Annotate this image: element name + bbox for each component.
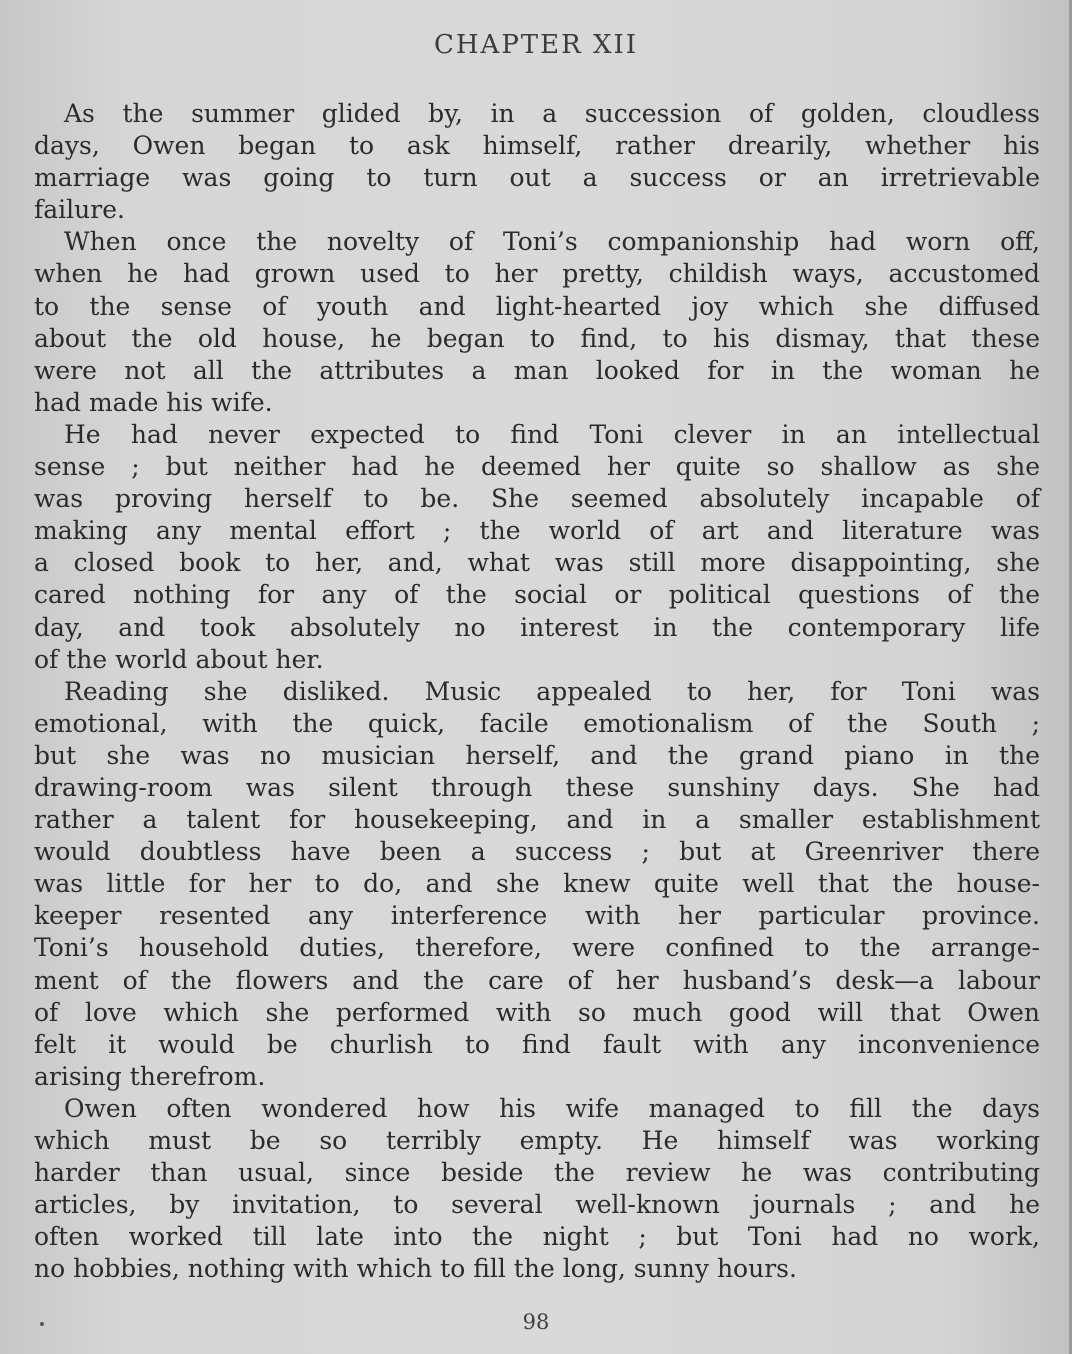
- text-line: Toni’s household duties, therefore, were confined to the arrange-: [34, 933, 1040, 963]
- text-line: was little for her to do, and she knew quite well that the house-: [34, 869, 1040, 899]
- text-line: which must be so terribly empty. He himself was working: [34, 1126, 1040, 1155]
- text-line: to the sense of youth and light-hearted joy which she diffused: [34, 291, 1040, 321]
- page-number: 98: [522, 1310, 550, 1334]
- paragraph: [34, 226, 1040, 419]
- text-line: when he had grown used to her pretty, childish ways, accustomed: [34, 259, 1040, 289]
- text-line: felt it would be churlish to find fault with any inconvenience: [34, 1029, 1040, 1059]
- text-line: rather a talent for housekeeping, and in a smaller establishment: [34, 805, 1040, 835]
- text-line: cared nothing for any of the social or political questions of the: [34, 580, 1040, 610]
- text-line: of love which she performed with so much good will that Owen: [34, 997, 1040, 1027]
- text-line: days, Owen began to ask himself, rather drearily, whether his: [34, 131, 1040, 161]
- text-line: making any mental effort ; the world of art and literature was: [34, 516, 1040, 546]
- text-line: He had never expected to find Toni clever in an intellectual: [64, 419, 1040, 449]
- chapter-title: CHAPTER XII: [433, 30, 639, 60]
- text-line: was proving herself to be. She seemed absolutely incapable of: [34, 484, 1040, 514]
- text-line: arising therefrom.: [34, 1061, 266, 1091]
- text-line: no hobbies, nothing with which to fill the long, sunny hours.: [34, 1254, 797, 1284]
- text-line: would doubtless have been a success ; but at Greenriver there: [34, 837, 1040, 867]
- paragraph: [34, 98, 1040, 226]
- text-line: Reading she disliked. Music appealed to her, for Toni was: [64, 676, 1040, 706]
- text-line: drawing-room was silent through these sunshiny days. She had: [34, 772, 1040, 802]
- text-line: As the summer glided by, in a succession of golden, cloudless: [64, 99, 1040, 128]
- text-line: often worked till late into the night ; but Toni had no work,: [34, 1222, 1040, 1252]
- paragraph: [34, 676, 1040, 1093]
- text-line: marriage was going to turn out a success or an irretrievable: [34, 163, 1040, 193]
- text-line: day, and took absolutely no interest in the contemporary life: [34, 612, 1040, 642]
- text-line: articles, by invitation, to several well-known journals ; and he: [34, 1190, 1040, 1220]
- text-line: Owen often wondered how his wife managed to fill the days: [64, 1093, 1040, 1123]
- text-line: of the world about her.: [34, 644, 324, 674]
- text-line: sense ; but neither had he deemed her quite so shallow as she: [34, 452, 1040, 482]
- text-line: harder than usual, since beside the review he was contributing: [34, 1158, 1040, 1188]
- text-line: keeper resented any interference with her particular province.: [34, 901, 1040, 931]
- text-line: emotional, with the quick, facile emotionalism of the South ;: [34, 708, 1040, 738]
- paragraph: [34, 1093, 1040, 1286]
- text-line: failure.: [34, 195, 125, 225]
- paragraph: [34, 419, 1040, 676]
- text-line: When once the novelty of Toni’s companionship had worn off,: [64, 227, 1040, 257]
- chapter-body: [34, 98, 1040, 1285]
- text-line: were not all the attributes a man looked for in the woman he: [34, 355, 1040, 385]
- text-line: but she was no musician herself, and the grand piano in the: [34, 740, 1040, 770]
- text-line: had made his wife.: [34, 387, 273, 417]
- text-line: a closed book to her, and, what was still more disappointing, she: [34, 548, 1040, 578]
- ink-speck: [40, 1322, 44, 1326]
- text-line: about the old house, he began to find, to his dismay, that these: [34, 323, 1040, 353]
- text-line: ment of the flowers and the care of her husband’s desk—a labour: [34, 965, 1040, 995]
